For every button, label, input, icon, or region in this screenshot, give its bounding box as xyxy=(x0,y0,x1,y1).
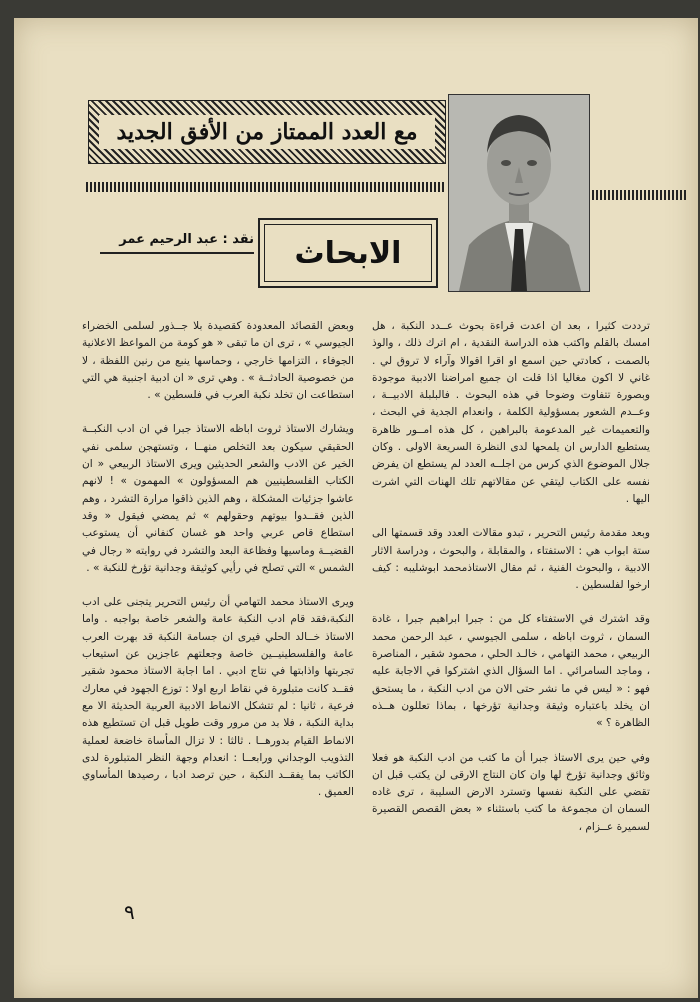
left-text-column xyxy=(82,318,354,819)
paragraph: وبعض القصائد المعدودة كقصيدة بلا جــذور لسلمى الخضراء الجيوسي » ، ترى ان ما تبقى « هو كومة من المواعظ الاعلانية الجوفاء ، التزامها خارجي ، وحماسها ينبع من رنين اللفظة ، لا من خصوصية الحادثــة » . وهي ترى « ان ادبية اجنبية هي التي استطاعت ان تخلد نكبة العرب في فلسطين » . xyxy=(82,320,354,402)
page-number: ٩ xyxy=(124,900,135,924)
series-title: مع العدد الممتاز من الأفق الجديد xyxy=(116,119,418,145)
paragraph: ويشارك الاستاذ ثروت اباظه الاستاذ جبرا في ان ادب النكبــة الحقيقي سيكون بعد التخلص منهــا ، وتستهجن سلمى نفي الخير عن الادب والشعر الحديثين ويرى الاستاذ الربيعي « ان الكتاب الفلسطينيين هم المسؤولون » المهمون » ! لانهم عاشوا جزئيات المشكلة ، وهم الذين ذاقوا مرارة التشرد ، وهم الذين فقــدوا بيوتهم وحقولهم » ثم يمضي فيقول « وقد استطاع قاص عربي واحد هو غسان كنفاني أن يستوعب القضيــة وماسيها وفظاعة البعد والتشرد في روايته « رجال في الشمس » التي تصلح في رأيي كوثيقة وجدانية تؤرخ للنكبة » . xyxy=(82,423,354,574)
paragraph: وبعد مقدمة رئيس التحرير ، تبدو مقالات العدد وقد قسمتها الى ستة ابواب هي : الاستفتاء ، والمقابلة ، والبحوث ، ودراسة الاثار الادبية ، والبحوث الفنية ، ثم مقال الاستاذمحمد ابوشليبه : كيف ارخوا لفلسطين . xyxy=(372,527,650,592)
byline-rule xyxy=(100,252,254,254)
portrait-figure-icon xyxy=(449,95,589,291)
paragraph: ترددت كثيرا ، بعد ان اعدت قراءة بحوث عــدد النكبة ، هل امسك بالقلم واكتب هذه الدراسة النقدية ، ام اترك ذلك ، والوذ بالصمت ، كعادتي حين اسمع او اقرا اقوالا وآراء لا تروق لي . غاني لا اكون مغاليا اذا قلت ان جميع امراضنا الادبية موجودة وبصورة تتفاوت وضوحا في هذه البحوث . فالبلبلة الادبيــة ، وعــدم الشعور بمسؤولية الكلمة ، وانعدام الجدية في البحث ، والتعميمات غير المدعومة بالبراهين ، كل هذه امــور ظاهرة يستطيع الدارس ان يلمحها لدى النظرة السريعة الاولى . وكان جلال الموضوع الذي كرس من اجلــه العدد لم يستطع ان يفرض نفسه على الكتاب ليتقي عن مقالاتهم تلك الهنات التي اشرت اليها . xyxy=(372,320,650,505)
series-header-banner xyxy=(88,100,446,164)
left-hatched-rule xyxy=(86,182,444,192)
paragraph: ويرى الاستاذ محمد التهامي أن رئيس التحرير يتجنى على ادب النكبة،فقد قام ادب النكبة عامة والشعر خاصة بواجبه . واما الاستاذ خــالد الحلي فيرى ان جسامة النكبة قد بهرت العرب عامة والفلسطينيــين خاصة وجعلتهم عاجزين عن استيعاب تجربتها واذابتها في نتاج ادبي . اما اجابة الاستاذ محمود شقير فقــد كانت متبلورة في نقاط اربع اولا : توزع الجهود في معارك فرعية ، ثانيا : لم تتشكل الانماط الادبية العربية الحديثة الا مع بداية النكبة ، فلا بد من مرور وقت طويل قبل ان تستطيع هذه الانماط القيام بدورهــا . ثالثا : لا تزال المأساة خاضعة لعملية التذويب الوجداني ورابعــا : انعدام وجهة النظر المتبلورة لدى الكاتب بما يفقــد النكبة ، حين ترصد ادبا ، رصيدها المأساوي العميق . xyxy=(82,596,354,799)
author-photo xyxy=(448,94,590,292)
right-text-column xyxy=(372,318,650,853)
paragraph: وفي حين يرى الاستاذ جبرا أن ما كتب من ادب النكبة هو فعلا وثائق وجدانية تؤرخ لها وان كان النتاج الارقى لن يكتب قبل ان تقضي على النكبة نفسها وتسترد الارض السليبة ، ترى غاده السمان ان مجموعة ما كتب باستثناء « بعض القصص القصيرة لسميرة عــزام ، xyxy=(372,751,650,833)
byline: نقد : عبد الرحيم عمر xyxy=(119,232,254,247)
right-hatched-rule xyxy=(592,190,686,200)
article-title: الابحاث xyxy=(294,235,402,271)
paragraph: وقد اشترك في الاستفتاء كل من : جبرا ابراهيم جبرا ، غادة السمان ، ثروت اباظه ، سلمى الجيوسي ، عبد الرحمن محمد الربيعي ، محمد التهامي ، خالـد الحلي ، محمود شقير ، المناصرة ، وماجد السامرائي . اما السؤال الذي اشتركوا في الاجابة عليه فهو : « ليس في ما نشر حتى الان من ادب النكبة ، ما يستحق ان يخلد باعتباره وثيقة وجدانية تؤرخها ، بماذا تعللون هــذه الظاهرة ؟ » xyxy=(372,613,650,730)
series-header-inner xyxy=(99,115,435,149)
article-title-box xyxy=(258,218,438,288)
